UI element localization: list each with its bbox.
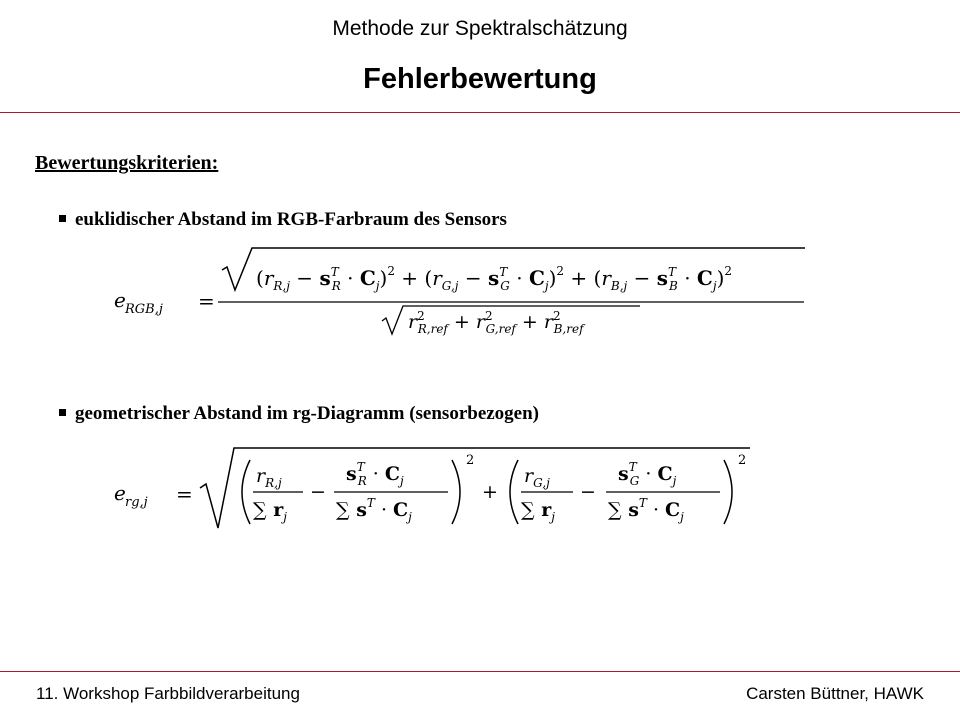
- formula-rgb-distance: [110, 242, 810, 347]
- square-bullet-icon: [59, 409, 66, 416]
- bullet-rg-distance: [59, 403, 539, 425]
- bullet-text: geometrischer Abstand im rg-Diagramm (sensorbezogen): [75, 403, 540, 424]
- formula-rg-svg: [110, 440, 770, 540]
- svg-text:e: e: [114, 481, 126, 505]
- top-divider: [0, 112, 960, 113]
- svg-text:=: =: [198, 289, 215, 313]
- svg-text:sTG · Cj: $s^T$ $G \cdot C_j$: [618, 460, 677, 488]
- svg-text:RGB,j: RGB,j: [125, 302, 163, 317]
- bullet-rgb-distance: [59, 209, 507, 231]
- formula-rg-distance: [110, 440, 770, 545]
- footer-event: 11. Workshop Farbbildverarbeitung: [36, 684, 300, 703]
- svg-text:+: +: [482, 481, 498, 503]
- svg-text:rg,j: rg,j: [125, 495, 148, 510]
- svg-text:∑ rj: ∑ $r_j$: [253, 499, 287, 524]
- svg-text:=: =: [176, 482, 193, 506]
- svg-text:(rR,j − sTR · Cj)2 + (rG,j − s: ($r_{R,j} - s^T$ $R \cdot C_j)^2 + (r_{G,j} - s^T$ $G \cdot C_j)^2 + (r_{B,j} - s^T$ $B \cdot C_j)^2$: [256, 264, 733, 293]
- svg-text:rG,j: $r_{G,j}$: [524, 465, 550, 490]
- svg-text:e: e: [114, 288, 126, 312]
- bullet-text: euklidischer Abstand im RGB-Farbraum des Sensors: [75, 209, 507, 230]
- section-heading: Bewertungskriterien:: [35, 152, 219, 174]
- bottom-divider: [0, 671, 960, 672]
- svg-text:r2R,ref + r2G,ref + r2B,ref: $r^2$ $R,ref + r^2$ $G,ref + r^2$ B,ref: [408, 309, 584, 336]
- formula-rgb-svg: [110, 242, 810, 342]
- footer-author: Carsten Büttner, HAWK: [746, 684, 924, 703]
- svg-text:∑ sT · Cj: ∑ $s^T \cdot C_j$: [608, 496, 684, 524]
- svg-text:−: −: [310, 481, 326, 503]
- slide-subtitle: Methode zur Spektralschätzung: [332, 17, 628, 40]
- svg-text:2: 2: [466, 453, 475, 468]
- svg-text:2: 2: [738, 453, 747, 468]
- svg-text:rR,j: $r_{R,j}$: [256, 465, 282, 490]
- slide-title: Fehlerbewertung: [363, 63, 597, 95]
- square-bullet-icon: [59, 215, 66, 222]
- svg-text:sTR · Cj: $s^T$ $R \cdot C_j$: [346, 460, 404, 488]
- svg-text:∑ sT · Cj: ∑ $s^T \cdot C_j$: [336, 496, 412, 524]
- svg-text:−: −: [580, 481, 596, 503]
- svg-text:∑ rj: ∑ $r_j$: [521, 499, 555, 524]
